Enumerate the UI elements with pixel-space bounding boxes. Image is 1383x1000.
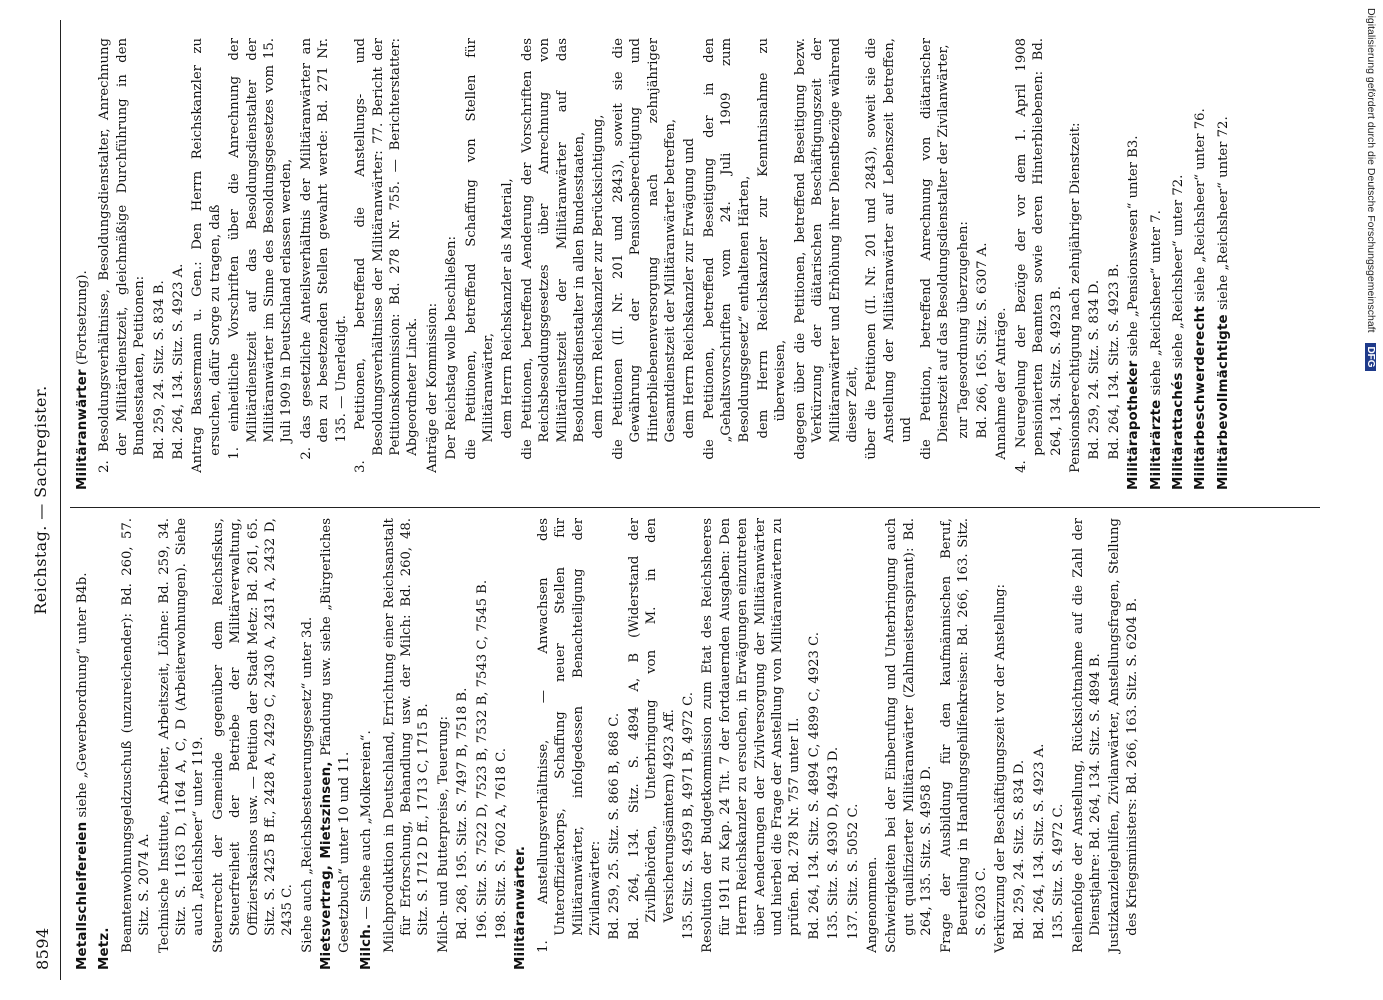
rotated-page-content	[20, 20, 1320, 980]
index-text: Bd. 259, 25. Sitz. S. 866 B, 868 C.	[607, 712, 623, 940]
right-subsub	[170, 38, 187, 490]
index-text: 135. Sitz. S. 4972 C.	[1051, 803, 1067, 940]
index-text: 198. Sitz. S. 7602 A, 7618 C.	[493, 748, 509, 940]
index-text: Bd. 264, 134. Sitz. S. 4923 B.	[1106, 263, 1122, 460]
index-text: 135. Sitz. S. 4959 B, 4971 B, 4972 C.	[681, 692, 696, 940]
index-text: Anträge der Kommission:	[424, 302, 440, 473]
left-sub	[210, 518, 297, 970]
index-text: die Petitionen (II. Nr. 201 und 2843), soweit sie die Gewährung der Pensionsberechtigung und Hinterbliebenenversorgung nach zehnjähriger Gesamtdienstzeit der Militäranwärter betreffen,	[610, 38, 678, 460]
left-sub	[435, 518, 452, 970]
index-text: siehe „Reichsheer“ unter 76.	[1193, 108, 1209, 307]
right-subsub	[151, 38, 168, 490]
index-text: Angenommen.	[865, 856, 881, 953]
right-entry	[1125, 38, 1142, 490]
index-text: Beamtenwohnungsgeldzuschuß (unzureichender): Bd. 260, 57. Sitz. S. 2074 A.	[119, 518, 153, 953]
right-sub	[424, 38, 441, 490]
index-text: Bd. 264, 134. Sitz. S. 4923 A.	[171, 263, 187, 460]
right-subsub	[610, 38, 680, 490]
right-subsub	[443, 38, 460, 490]
left-subsub	[1050, 518, 1067, 970]
left-subsub	[825, 518, 842, 970]
left-subsub	[680, 518, 697, 970]
index-text: Milchproduktion in Deutschland, Errichtung einer Reichsanstalt für Erforschung, Behandlung usw. der Milch: Bd. 260, 48. Sitz. S. 1712 D ff., 1713 C, 1715 B.	[381, 518, 432, 953]
right-sub	[352, 38, 422, 490]
index-headword: Militäranwärter	[75, 369, 90, 490]
index-text: Resolution der Budgetkommission zum Etat des Reichsheeres für 1911 zu Kap. 24 Tit. 7 der fortdauernden Ausgaben: Den Herrn Reichskanzler zu ersuchen, in Erwägungen einzutreten über Aenderungen der Zivilversorgung der Militäranwärter und hierbei die Frage der Anstellung von Militäranwärtern zu prüfen. Bd. 278 Nr. 757 unter II.	[700, 518, 803, 953]
left-sub	[381, 518, 433, 970]
right-deep	[755, 38, 790, 490]
index-text: (Fortsetzung).	[75, 270, 90, 370]
right-sub	[96, 38, 148, 490]
left-sub	[535, 518, 605, 970]
index-text: Der Reichstag wolle beschließen:	[444, 236, 460, 460]
left-entry	[96, 518, 113, 970]
left-sub	[883, 518, 935, 970]
right-subsub	[226, 38, 296, 490]
right-deep	[499, 38, 516, 490]
index-text: Bd. 266, 165. Sitz. S. 6307 A.	[974, 242, 990, 439]
right-sub	[1013, 38, 1065, 490]
index-text: Bd. 264, 134. Sitz. S. 4894 A, B (Widerstand der Zivilbehörden, Unterbringung von M. in den Versicherungsämtern) 4923 Aff.	[626, 518, 677, 940]
index-text: siehe „Reichsheer“ unter 7.	[1148, 210, 1164, 400]
credit-text: Digitalisierung gefördert durch die Deutsche Forschungsgemeinschaft	[1365, 8, 1377, 333]
index-headword: Militäranwärter.	[513, 845, 529, 970]
index-text: — Siehe auch „Molkereien“.	[359, 730, 375, 924]
dfg-logo: DFG	[1365, 343, 1376, 370]
left-sub	[1106, 518, 1141, 970]
index-text: Bd. 259, 24. Sitz. S. 834 D.	[1012, 759, 1028, 940]
left-entry	[318, 518, 353, 970]
left-column	[74, 518, 1143, 970]
index-text: Technische Institute, Arbeiter, Arbeitszeit, Löhne: Bd. 259, 34. Sitz. S. 1163 D, 1164 A, C, D (Arbeiterwohnungen). Siehe auch „Reichsheer“ unter 119.	[156, 518, 207, 953]
index-headword: Militärbevollmächtigte	[1215, 314, 1231, 490]
right-subsub	[1106, 38, 1123, 490]
index-text: dem Herrn Reichskanzler zur Berücksichtigung,	[591, 114, 607, 439]
index-text: 135. Sitz. S. 4930 D, 4943 D.	[826, 746, 842, 940]
left-subsub	[806, 518, 823, 970]
index-text: siehe „Reichsheer“ unter 72.	[1170, 174, 1186, 373]
index-text: 4. Neuregelung der Bezüge der vor dem 1. April 1908 pensionierten Beamten sowie deren Hinterbliebenen: Bd. 264, 134. Sitz. S. 4923 B.	[1013, 38, 1064, 473]
left-subsub	[454, 518, 471, 970]
index-text: 137. Sitz. S. 5052 C.	[845, 803, 861, 940]
page-header	[20, 20, 61, 980]
index-headword: Militärbeschwerderecht	[1193, 306, 1209, 490]
right-sub	[189, 38, 224, 490]
right-deep	[974, 38, 991, 490]
index-text: dem Herrn Reichskanzler zur Kenntnisnahme zu überweisen,	[756, 38, 789, 439]
index-text: dem Herrn Reichskanzler zur Erwägung und	[682, 138, 698, 439]
index-text: siehe „Gewerbeordnung“ unter B4b.	[75, 572, 90, 822]
index-headword: Militärapotheker	[1126, 360, 1142, 490]
right-entry	[1148, 38, 1165, 490]
right-subsub	[993, 38, 1010, 490]
left-subsub	[626, 518, 678, 970]
right-sub	[1067, 38, 1084, 490]
left-entry	[358, 518, 375, 970]
index-text: Pfändung usw. siehe „Bürgerliches Gesetzbuch“ unter 10 und 11.	[319, 518, 352, 953]
left-entry	[512, 518, 529, 970]
digitization-credit	[1359, 8, 1379, 992]
index-text: 3. Petitionen, betreffend die Anstellungs- und Besoldungsverhältnisse der Militäranwärter: 77. Bericht der Petitionskommission: Bd. 278 Nr. 755. — Berichterstatter: Abgeordneter Linck.	[353, 38, 421, 473]
index-text: siehe „Reichsheer“ unter 72.	[1215, 116, 1231, 315]
index-text: Bd. 264, 134. Sitz. S. 4923 A.	[1031, 743, 1047, 940]
left-sub	[864, 518, 881, 970]
page-title: Reichstag. — Sachregister.	[31, 385, 50, 615]
index-text: Bd. 259, 24. Sitz. S. 834 B.	[151, 280, 167, 460]
index-text: Verkürzung der Beschäftigungszeit vor der Anstellung:	[992, 584, 1008, 953]
index-text: die Petitionen, betreffend Schaffung von Stellen für Militäranwärter,	[463, 38, 496, 460]
index-text: 2. Besoldungsverhältnisse, Besoldungsdienstalter, Anrechnung der Militärdienstzeit, gleichmäßige Durchführung in den Bundesstaaten, Petitionen:	[97, 38, 148, 473]
index-headword: Metallschleifereien	[75, 821, 90, 970]
index-text: die Petitionen, betreffend Aenderung der Vorschriften des Reichsbesoldungsgesetzes über Anrechnung von Militärdienstzeit der Militäranwärter auf das Besoldungsdienstalter in allen Bundesstaaten,	[519, 38, 587, 460]
right-subsub	[701, 38, 753, 490]
index-text: 1. Anstellungsverhältnisse, — Anwachsen des Unteroffizierkorps, Schaffung neuer Stellen für Militäranwärter, infolgedessen Benachteiligung der Zivilanwärter:	[535, 518, 603, 953]
right-subsub	[918, 38, 953, 490]
left-subsub	[606, 518, 623, 970]
index-text: Justizkanzleigehilfen, Zivilanwärter, Anstellungsfragen, Stellung des Kriegsministers: Bd. 266, 163. Sitz. S. 6204 B.	[1107, 518, 1140, 953]
right-entry	[1215, 38, 1232, 490]
left-sub	[119, 518, 154, 970]
index-text: die Petitionen, betreffend Beseitigung der in den „Gehaltsvorschriften vom 24. Juli 1909 zum Besoldungsgesetz“ enthaltenen Härten,	[701, 38, 752, 460]
index-text: über die Petitionen (II. Nr. 201 und 2843), soweit sie die Anstellung der Militäranwärter auf Lebenszeit betreffen, und	[864, 38, 915, 460]
left-subsub	[1031, 518, 1048, 970]
index-headword: Militärärzte	[1148, 399, 1164, 490]
right-deep	[681, 38, 698, 490]
right-column	[74, 38, 1237, 490]
index-headword: Metz.	[97, 927, 113, 970]
index-text: 1. einheitliche Vorschriften über die Anrechnung der Militärdienstzeit auf das Besoldungsdienstalter der Militäranwärter im Sinne des Besoldungsgesetzes vom 15. Juli 1909 in Deutschland erlassen werden,	[227, 38, 295, 460]
right-deep	[590, 38, 607, 490]
right-entry	[1170, 38, 1187, 490]
column-divider	[70, 507, 1320, 508]
index-text: dagegen über die Petitionen, betreffend Beseitigung bezw. Verkürzung der diätarischen Beschäftigungszeit der Militäranwärter und Erhöhung ihrer Dienstbezüge während dieser Zeit,	[792, 38, 861, 460]
right-entry	[74, 38, 91, 490]
right-subsub	[863, 38, 915, 490]
left-sub	[938, 518, 990, 970]
index-text: Milch- und Butterpreise, Teuerung:	[435, 716, 451, 953]
index-text: Bd. 268, 195. Sitz. S. 7497 B, 7518 B.	[455, 687, 471, 940]
left-sub	[299, 518, 316, 970]
index-headword: Militärattachés	[1170, 372, 1186, 490]
right-subsub	[1086, 38, 1103, 490]
index-text: 2. das gesetzliche Anteilsverhältnis der Militäranwärter an den zu besetzenden Stellen gewahrt werde: Bd. 271 Nr. 135. — Unerledigt.	[298, 38, 349, 460]
right-subsub	[519, 38, 589, 490]
right-subsub	[298, 38, 350, 490]
left-subsub	[474, 518, 491, 970]
right-subsub	[792, 38, 862, 490]
index-text: Steuerrecht der Gemeinde gegenüber dem Reichsfiskus, Steuerfreiheit der Betriebe der Militärverwaltung, Offizierskasinos usw. — Petition der Stadt Metz: Bd. 261, 65. Sitz. S. 2425 B ff., 2428 A, 2429 C, 2430 A, 2431 A, 2432 D, 2435 C.	[210, 518, 296, 953]
index-text: Antrag Bassermann u. Gen.: Den Herrn Reichskanzler zu ersuchen, dafür Sorge zu tragen, daß	[190, 38, 223, 473]
index-text: Bd. 259, 24. Sitz. S. 834 D.	[1087, 279, 1103, 460]
index-headword: Mietsvertrag, Mietszinsen,	[319, 761, 335, 970]
index-text: Schwierigkeiten bei der Einberufung und Unterbringung auch gut qualifizierter Militäranwärter (Zahlmeisteraspirant): Bd. 264, 135. Sitz. S. 4958 D.	[884, 518, 935, 953]
index-text: Siehe auch „Reichsbesteuerungsgesetz“ unter 3d.	[299, 616, 315, 953]
index-text: Annahme der Anträge.	[994, 307, 1010, 460]
index-text: die Petition, betreffend Anrechnung von diätarischer Dienstzeit auf das Besoldungsdienstalter der Zivilanwärter,	[918, 38, 952, 460]
index-text: Bd. 264, 134. Sitz. S. 4894 C, 4899 C, 4923 C.	[806, 632, 822, 940]
index-text: Reihenfolge der Anstellung, Rücksichtnahme auf die Zahl der Dienstjahre: Bd. 264, 134. Sitz. S. 4894 B.	[1070, 518, 1103, 953]
right-entry	[1192, 38, 1209, 490]
left-sub	[992, 518, 1009, 970]
index-text: 196. Sitz. S. 7522 D, 7523 B, 7532 B, 7543 C, 7545 B.	[474, 579, 490, 940]
left-sub	[699, 518, 803, 970]
left-subsub	[1011, 518, 1028, 970]
index-text: Pensionsberechtigung nach zehnjähriger Dienstzeit:	[1067, 122, 1083, 473]
index-text: Frage der Ausbildung für den kaufmännischen Beruf, Beurteilung in Handlungsgehilfenkreisen: Bd. 266, 163. Sitz. S. 6203 C.	[938, 518, 989, 953]
left-subsub	[845, 518, 862, 970]
right-deep	[955, 38, 972, 490]
page-number: 8594	[33, 927, 52, 970]
index-text: siehe „Pensionswesen“ unter B3.	[1126, 135, 1142, 361]
index-text: dem Herrn Reichskanzler als Material,	[500, 178, 516, 439]
right-subsub	[463, 38, 498, 490]
left-sub	[156, 518, 208, 970]
left-entry	[74, 518, 91, 970]
index-text: zur Tagesordnung überzugehen:	[955, 221, 971, 439]
left-subsub	[493, 518, 510, 970]
left-sub	[1070, 518, 1105, 970]
index-headword: Milch.	[359, 923, 375, 970]
